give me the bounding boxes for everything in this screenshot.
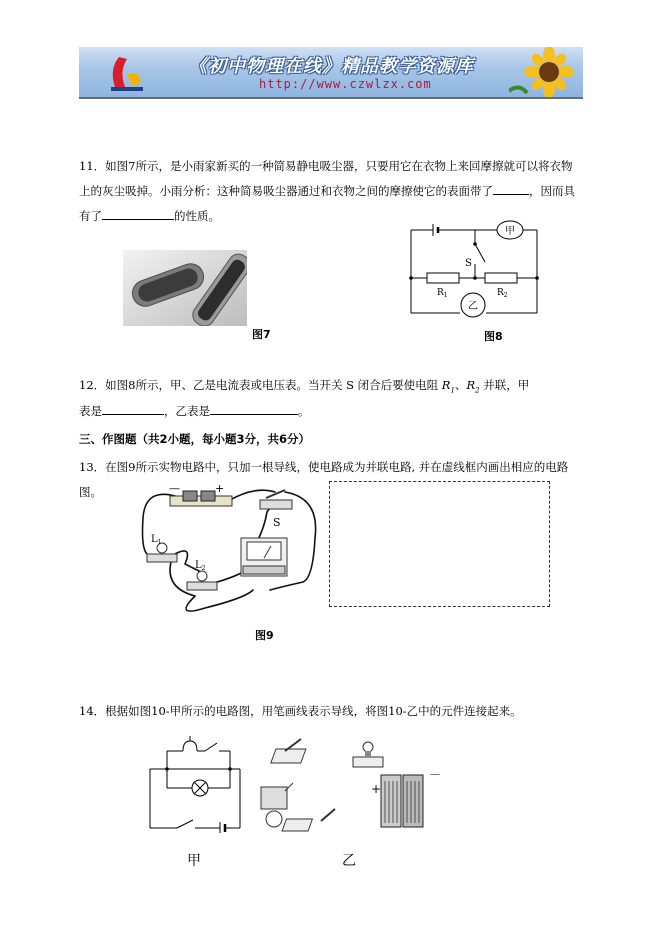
fig10-b-plus: + [371, 782, 382, 796]
header-banner [79, 47, 583, 97]
q14-line-1: 14．根据如图10-甲所示的电路图，用笔画线表示导线，将图10-乙中的元件连接起来。 [79, 704, 522, 718]
q13-line-1: 13．在图9所示实物电路中，只加一根导线，使电路成为并联电路, 并在虚线框内画出相应的电路 [79, 460, 569, 474]
q11-line-2 [79, 180, 575, 202]
fig8-switch-label: S [465, 258, 472, 269]
fig10-b-label: 乙 [342, 853, 356, 869]
sunflower-icon [509, 47, 579, 97]
fig9-meter [241, 538, 287, 576]
fig9-lamp-2 [187, 571, 217, 590]
fig8-r1-label: $R_1$ [437, 288, 448, 299]
fig9-lamp-1 [147, 543, 177, 562]
q11-line-3-tail: 的性质。 [174, 209, 220, 223]
q11-line-3 [79, 205, 220, 227]
fig9-l1-label: $L_1$ [151, 534, 162, 546]
fig10-a-circuit-diagram [145, 733, 250, 833]
banner-title: 《初中物理在线》精品教学资源库 [189, 56, 474, 77]
q12-line-2: 表是 ，乙表是 。 [79, 400, 310, 422]
site-logo [97, 47, 157, 97]
q11-blank-2[interactable] [102, 206, 174, 220]
header-divider [79, 97, 583, 99]
q13-answer-box[interactable] [329, 481, 550, 607]
fig8-circuit-diagram [405, 220, 545, 324]
fig8-meter-b-label: 乙 [468, 301, 478, 312]
fig10-a-lamp-icon [192, 780, 208, 796]
q11-line-3-text: 有了 [79, 209, 102, 223]
q11-blank-1[interactable] [493, 181, 529, 195]
fig10-b-switch-2 [282, 809, 335, 831]
fig7-caption: 图7 [252, 328, 271, 341]
fig8-r2-label: $R_2$ [497, 288, 508, 299]
fig9-switch-label: S [273, 516, 281, 529]
q13-line-2: 图。 [79, 485, 102, 499]
q12-blank-2[interactable] [210, 401, 298, 415]
q12-r1: $R_1$ [441, 378, 455, 395]
fig10-b-components [255, 735, 445, 845]
fig10-b-switch-1 [271, 739, 306, 763]
fig7-dust-collector-image [123, 250, 247, 326]
fig9-l2-label: $L_2$ [195, 560, 206, 572]
fig9-minus: — [169, 482, 180, 495]
q11-line-1: 11．如图7所示，是小雨家新买的一种简易静电吸尘器，只要用它在衣物上来回摩擦就可以将衣物 [79, 159, 573, 173]
q12-blank-1[interactable] [102, 401, 164, 415]
fig9-plus: + [215, 482, 225, 495]
fig8-meter-a-label: 甲 [505, 226, 515, 237]
fig9-physical-circuit [135, 478, 325, 618]
banner-url: http://www.czwlzx.com [259, 77, 432, 91]
q12-line-1-tail: 并联，甲 [483, 378, 530, 392]
section-3-heading: 三、作图题（共2小题，每小题3分，共6分） [79, 432, 311, 446]
fig10-b-battery [381, 775, 423, 827]
q12-r2: $R_2$ [466, 378, 480, 395]
q12-line-1-text: 12．如图8所示，甲、乙是电流表或电压表。当开关 S 闭合后要使电阻 [79, 378, 439, 392]
fig10-b-minus: － [429, 768, 442, 782]
fig10-a-label: 甲 [187, 853, 201, 869]
fig9-caption: 图9 [255, 629, 274, 642]
fig8-caption: 图8 [484, 330, 503, 343]
q12-line-1: 12．如图8所示，甲、乙是电流表或电压表。当开关 S 闭合后要使电阻 $R_1$、$R_2$ 并联，甲 [79, 378, 530, 395]
q11-line-2-text: 上的灰尘吸掉。小雨分析：这种简易吸尘器通过和衣物之间的摩擦使它的表面带了 [79, 184, 493, 198]
fig10-b-lamp [353, 742, 383, 767]
q11-line-2-tail: ，因而具 [529, 184, 575, 198]
